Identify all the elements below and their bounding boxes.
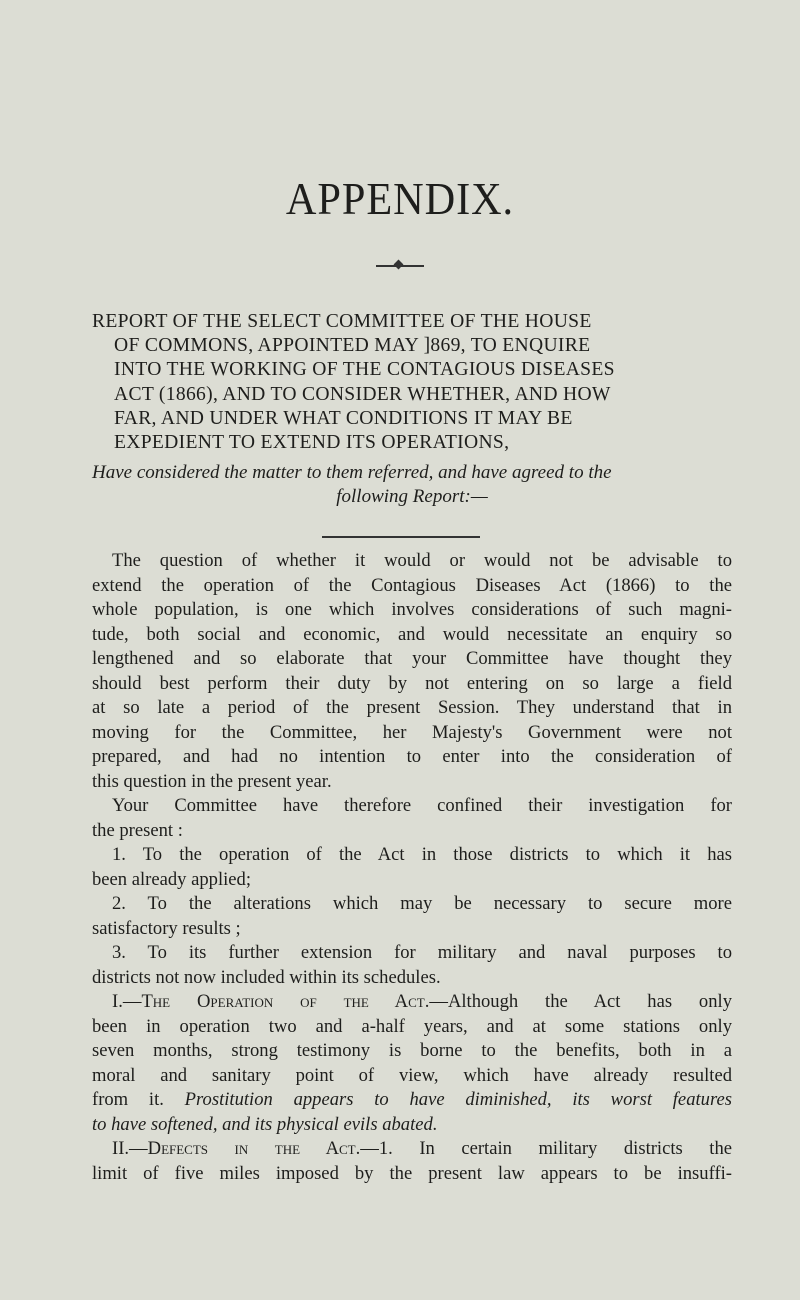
ornament-divider	[376, 265, 424, 267]
body-line: moral and sanitary point of view, which have already resulted	[92, 1064, 732, 1086]
body-line: whole population, is one which involves considerations of such magni-	[92, 599, 732, 620]
body-line: been in operation two and a-half years, and at some stations only	[92, 1015, 732, 1037]
report-title-line: EXPEDIENT TO EXTEND ITS OPERATIONS,	[114, 432, 510, 454]
body-line: extend the operation of the Contagious Diseases Act (1866) to the	[92, 574, 732, 596]
section-number: I.—	[112, 991, 142, 1012]
report-body	[92, 549, 732, 1186]
report-title-line: REPORT OF THE SELECT COMMITTEE OF THE HOUSE	[92, 311, 592, 332]
section-rule	[322, 536, 480, 538]
body-line: should best perform their duty by not entering on so large a field	[92, 672, 732, 694]
appendix-heading: APPENDIX.	[285, 173, 515, 224]
body-line: districts not now included within its schedules.	[92, 966, 441, 988]
italic-text: Prostitution appears to have diminished, its worst features	[184, 1089, 732, 1110]
body-line: tude, both social and economic, and would necessitate an enquiry so	[92, 623, 732, 645]
body-line: seven months, strong testimony is borne to the benefits, both in a	[92, 1040, 732, 1061]
section-heading: The Operation of the Act.	[141, 991, 430, 1012]
preamble	[92, 461, 732, 509]
report-title-line: ACT (1866), AND TO CONSIDER WHETHER, AND HOW	[114, 383, 611, 405]
preamble-line: following Report:—	[336, 486, 488, 507]
body-line: to have softened, and its physical evils abated.	[92, 1113, 438, 1135]
section-number: II.—	[112, 1138, 148, 1159]
body-line	[92, 1137, 732, 1162]
preamble-line: Have considered the matter to them referred, and have agreed to the	[92, 462, 612, 483]
body-line: Your Committee have therefore confined their investigation for	[112, 795, 732, 816]
report-title	[92, 310, 732, 455]
body-line	[92, 1088, 732, 1113]
body-line: 1. To the operation of the Act in those districts to which it has	[112, 844, 732, 865]
body-text: —Although the Act has only	[429, 991, 732, 1012]
body-line: been already applied;	[92, 868, 252, 890]
body-line: 3. To its further extension for military and naval purposes to	[112, 942, 732, 963]
report-title-line: FAR, AND UNDER WHAT CONDITIONS IT MAY BE	[114, 407, 573, 429]
body-text: —1. In certain military districts the	[360, 1138, 732, 1159]
body-line: satisfactory results ;	[92, 917, 241, 939]
report-title-line: INTO THE WORKING OF THE CONTAGIOUS DISEASES	[114, 359, 615, 381]
body-line: 2. To the alterations which may be necessary to secure more	[112, 893, 732, 914]
body-text: from it.	[92, 1089, 164, 1110]
body-line: at so late a period of the present Session. They understand that in	[92, 697, 732, 718]
body-line: this question in the present year.	[92, 770, 332, 792]
body-line: moving for the Committee, her Majesty's Government were not	[92, 721, 732, 743]
body-line: prepared, and had no intention to enter into the consideration of	[92, 746, 732, 767]
body-line: lengthened and so elaborate that your Committee have thought they	[92, 648, 732, 669]
report-title-line: OF COMMONS, APPOINTED MAY ]869, TO ENQUIRE	[114, 335, 591, 357]
body-line: limit of five miles imposed by the present law appears to be insuffi-	[92, 1162, 732, 1184]
section-heading: Defects in the Act.	[147, 1138, 361, 1159]
body-line: the present :	[92, 819, 183, 841]
body-line: The question of whether it would or would not be advisable to	[112, 550, 732, 571]
body-line	[92, 990, 732, 1015]
